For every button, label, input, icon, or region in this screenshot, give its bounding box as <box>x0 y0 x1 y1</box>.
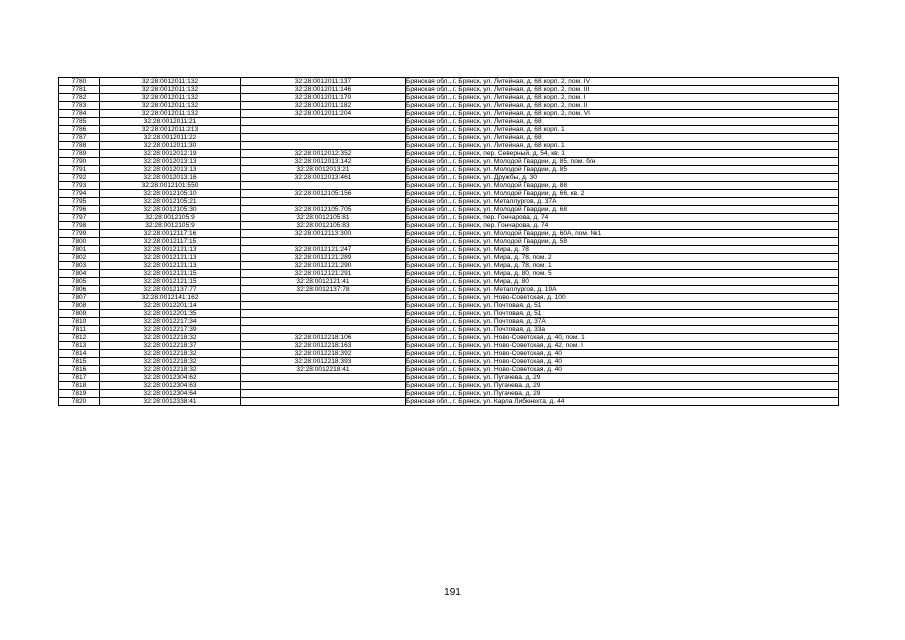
parcel-number-cell: 32:28:0012011:132 <box>100 102 241 110</box>
address-cell: Брянская обл., г. Брянск, пер. Северный, д. 54, кв. 1 <box>406 150 839 158</box>
object-number-cell: 32:28:0012013:142 <box>241 158 406 166</box>
object-number-cell <box>241 238 406 246</box>
table-row <box>59 230 839 238</box>
object-number-cell: 32:28:0012113:300 <box>241 230 406 238</box>
table-row <box>59 334 839 342</box>
table-row <box>59 382 839 390</box>
object-number-cell <box>241 142 406 150</box>
row-number-cell: 7808 <box>59 302 100 310</box>
table-row <box>59 302 839 310</box>
parcel-number-cell: 32:28:0012105:10 <box>100 190 241 198</box>
row-number-cell: 7789 <box>59 150 100 158</box>
table-row <box>59 206 839 214</box>
address-cell: Брянская обл., г. Брянск, ул. Металлургов, д. 19А <box>406 286 839 294</box>
page-number: 191 <box>444 587 461 598</box>
row-number-cell: 7799 <box>59 230 100 238</box>
parcel-number-cell: 32:28:0012013:13 <box>100 166 241 174</box>
row-number-cell: 7783 <box>59 102 100 110</box>
table-row <box>59 78 839 86</box>
parcel-number-cell: 32:28:0012338:41 <box>100 398 241 406</box>
row-number-cell: 7814 <box>59 350 100 358</box>
property-registry-table <box>58 77 839 406</box>
parcel-number-cell: 32:28:0012121:13 <box>100 254 241 262</box>
address-cell: Брянская обл., г. Брянск, ул. Молодой Гвардии, д. 85, пом. б/н <box>406 158 839 166</box>
row-number-cell: 7809 <box>59 310 100 318</box>
table-row <box>59 350 839 358</box>
parcel-number-cell: 32:28:0012217:34 <box>100 318 241 326</box>
row-number-cell: 7796 <box>59 206 100 214</box>
table-row <box>59 94 839 102</box>
parcel-number-cell: 32:28:0012117:16 <box>100 230 241 238</box>
address-cell: Брянская обл., г. Брянск, ул. Дружбы, д. 30 <box>406 174 839 182</box>
address-cell: Брянская обл., г. Брянск, ул. Молодой Гвардии, д. 85 <box>406 166 839 174</box>
parcel-number-cell: 32:28:0012011:132 <box>100 110 241 118</box>
object-number-cell: 32:28:0012121:41 <box>241 278 406 286</box>
table-row <box>59 238 839 246</box>
parcel-number-cell: 32:28:0012011:132 <box>100 78 241 86</box>
table-row <box>59 318 839 326</box>
object-number-cell <box>241 310 406 318</box>
row-number-cell: 7818 <box>59 382 100 390</box>
row-number-cell: 7816 <box>59 366 100 374</box>
table-row <box>59 294 839 302</box>
address-cell: Брянская обл., г. Брянск, ул. Металлургов, д. 37А <box>406 198 839 206</box>
row-number-cell: 7804 <box>59 270 100 278</box>
row-number-cell: 7795 <box>59 198 100 206</box>
parcel-number-cell: 32:28:0012011:30 <box>100 142 241 150</box>
object-number-cell: 32:28:0012121:290 <box>241 262 406 270</box>
row-number-cell: 7785 <box>59 118 100 126</box>
address-cell: Брянская обл., г. Брянск, ул. Пугачева, д. 29 <box>406 374 839 382</box>
parcel-number-cell: 32:28:0012218:32 <box>100 334 241 342</box>
table-row <box>59 262 839 270</box>
table-row <box>59 126 839 134</box>
object-number-cell: 32:28:0012011:182 <box>241 102 406 110</box>
address-cell: Брянская обл., г. Брянск, ул. Литейная, д. 68 <box>406 134 839 142</box>
object-number-cell: 32:28:0012218:41 <box>241 366 406 374</box>
address-cell: Брянская обл., г. Брянск, пер. Гончарова, д. 74 <box>406 214 839 222</box>
row-number-cell: 7782 <box>59 94 100 102</box>
table-row <box>59 254 839 262</box>
object-number-cell: 32:28:0012137:78 <box>241 286 406 294</box>
table-row <box>59 214 839 222</box>
table-row <box>59 270 839 278</box>
object-number-cell: 32:28:0012011:170 <box>241 94 406 102</box>
row-number-cell: 7807 <box>59 294 100 302</box>
row-number-cell: 7800 <box>59 238 100 246</box>
object-number-cell: 32:28:0012013:461 <box>241 174 406 182</box>
parcel-number-cell: 32:28:0012105:30 <box>100 206 241 214</box>
parcel-number-cell: 32:28:0012121:13 <box>100 246 241 254</box>
address-cell: Брянская обл., г. Брянск, ул. Молодой Гвардии, д. 66, кв. 2 <box>406 190 839 198</box>
address-cell: Брянская обл., г. Брянск, ул. Ново-Советская, д. 40, пом. 1 <box>406 334 839 342</box>
object-number-cell: 32:28:0012013:21 <box>241 166 406 174</box>
address-cell: Брянская обл., г. Брянск, ул. Карла Либкнехта, д. 44 <box>406 398 839 406</box>
address-cell: Брянская обл., г. Брянск, пер. Гончарова, д. 74 <box>406 222 839 230</box>
registry-table-body <box>59 78 839 406</box>
parcel-number-cell: 32:28:0012011:132 <box>100 94 241 102</box>
row-number-cell: 7780 <box>59 78 100 86</box>
object-number-cell <box>241 398 406 406</box>
row-number-cell: 7784 <box>59 110 100 118</box>
table-row <box>59 246 839 254</box>
object-number-cell <box>241 198 406 206</box>
address-cell: Брянская обл., г. Брянск, ул. Почтовая, д. 37А <box>406 318 839 326</box>
parcel-number-cell: 32:28:0012117:15 <box>100 238 241 246</box>
parcel-number-cell: 32:28:0012141:162 <box>100 294 241 302</box>
table-row <box>59 142 839 150</box>
row-number-cell: 7802 <box>59 254 100 262</box>
row-number-cell: 7801 <box>59 246 100 254</box>
parcel-number-cell: 32:28:0012218:37 <box>100 342 241 350</box>
row-number-cell: 7786 <box>59 126 100 134</box>
row-number-cell: 7797 <box>59 214 100 222</box>
parcel-number-cell: 32:28:0012121:13 <box>100 262 241 270</box>
object-number-cell <box>241 182 406 190</box>
table-row <box>59 150 839 158</box>
row-number-cell: 7817 <box>59 374 100 382</box>
table-row <box>59 198 839 206</box>
row-number-cell: 7787 <box>59 134 100 142</box>
parcel-number-cell: 32:28:0012011:213 <box>100 126 241 134</box>
parcel-number-cell: 32:28:0012304:63 <box>100 382 241 390</box>
address-cell: Брянская обл., г. Брянск, ул. Ново-Советская, д. 100 <box>406 294 839 302</box>
row-number-cell: 7819 <box>59 390 100 398</box>
table-row <box>59 398 839 406</box>
object-number-cell: 32:28:0012012:352 <box>241 150 406 158</box>
address-cell: Брянская обл., г. Брянск, ул. Мира, д. 80 <box>406 278 839 286</box>
parcel-number-cell: 32:28:0012121:15 <box>100 278 241 286</box>
object-number-cell: 32:28:0012218:163 <box>241 342 406 350</box>
address-cell: Брянская обл., г. Брянск, ул. Литейная, д. 68 корп. 2, пом. VI <box>406 110 839 118</box>
parcel-number-cell: 32:28:0012011:132 <box>100 86 241 94</box>
row-number-cell: 7798 <box>59 222 100 230</box>
address-cell: Брянская обл., г. Брянск, ул. Почтовая, д. 33а <box>406 326 839 334</box>
address-cell: Брянская обл., г. Брянск, ул. Литейная, д. 68 корп. 2, пом. I <box>406 94 839 102</box>
parcel-number-cell: 32:28:0012218:32 <box>100 350 241 358</box>
object-number-cell: 32:28:0012121:289 <box>241 254 406 262</box>
row-number-cell: 7792 <box>59 174 100 182</box>
row-number-cell: 7790 <box>59 158 100 166</box>
object-number-cell: 32:28:0012105:156 <box>241 190 406 198</box>
table-row <box>59 166 839 174</box>
parcel-number-cell: 32:28:0012201:35 <box>100 310 241 318</box>
address-cell: Брянская обл., г. Брянск, ул. Ново-Советская, д. 40 <box>406 358 839 366</box>
parcel-number-cell: 32:28:0012218:32 <box>100 366 241 374</box>
table-row <box>59 278 839 286</box>
address-cell: Брянская обл., г. Брянск, ул. Литейная, д. 68 <box>406 118 839 126</box>
row-number-cell: 7815 <box>59 358 100 366</box>
address-cell: Брянская обл., г. Брянск, ул. Мира, д. 78, пом. 2 <box>406 254 839 262</box>
row-number-cell: 7811 <box>59 326 100 334</box>
object-number-cell <box>241 390 406 398</box>
object-number-cell: 32:28:0012218:392 <box>241 350 406 358</box>
table-row <box>59 182 839 190</box>
address-cell: Брянская обл., г. Брянск, ул. Мира, д. 78, пом. 1 <box>406 262 839 270</box>
row-number-cell: 7791 <box>59 166 100 174</box>
object-number-cell <box>241 374 406 382</box>
object-number-cell <box>241 318 406 326</box>
address-cell: Брянская обл., г. Брянск, ул. Литейная, д. 68 корп. 2, пом. II <box>406 102 839 110</box>
object-number-cell: 32:28:0012105:83 <box>241 222 406 230</box>
parcel-number-cell: 32:28:0012217:39 <box>100 326 241 334</box>
address-cell: Брянская обл., г. Брянск, ул. Молодой Гвардии, д. 68 <box>406 206 839 214</box>
object-number-cell: 32:28:0012105:705 <box>241 206 406 214</box>
object-number-cell: 32:28:0012121:247 <box>241 246 406 254</box>
table-row <box>59 134 839 142</box>
object-number-cell <box>241 302 406 310</box>
table-row <box>59 366 839 374</box>
object-number-cell <box>241 294 406 302</box>
table-row <box>59 102 839 110</box>
row-number-cell: 7803 <box>59 262 100 270</box>
table-row <box>59 390 839 398</box>
table-row <box>59 158 839 166</box>
object-number-cell <box>241 126 406 134</box>
object-number-cell: 32:28:0012011:146 <box>241 86 406 94</box>
address-cell: Брянская обл., г. Брянск, ул. Мира, д. 78 <box>406 246 839 254</box>
object-number-cell: 32:28:0012121:291 <box>241 270 406 278</box>
address-cell: Брянская обл., г. Брянск, ул. Мира, д. 80, пом. 5 <box>406 270 839 278</box>
parcel-number-cell: 32:28:0012013:16 <box>100 174 241 182</box>
object-number-cell <box>241 118 406 126</box>
row-number-cell: 7794 <box>59 190 100 198</box>
address-cell: Брянская обл., г. Брянск, ул. Пугачева, д. 29 <box>406 382 839 390</box>
address-cell: Брянская обл., г. Брянск, ул. Пугачева, д. 29 <box>406 390 839 398</box>
address-cell: Брянская обл., г. Брянск, ул. Почтовая, д. 51 <box>406 302 839 310</box>
table-row <box>59 342 839 350</box>
object-number-cell <box>241 134 406 142</box>
table-row <box>59 222 839 230</box>
parcel-number-cell: 32:28:0012121:15 <box>100 270 241 278</box>
address-cell: Брянская обл., г. Брянск, ул. Почтовая, д. 51 <box>406 310 839 318</box>
row-number-cell: 7793 <box>59 182 100 190</box>
address-cell: Брянская обл., г. Брянск, ул. Литейная, д. 68 корп. 2, пом. III <box>406 86 839 94</box>
table-row <box>59 358 839 366</box>
parcel-number-cell: 32:28:0012101:550 <box>100 182 241 190</box>
table-row <box>59 86 839 94</box>
address-cell: Брянская обл., г. Брянск, ул. Литейная, д. 68 корп. 1 <box>406 142 839 150</box>
parcel-number-cell: 32:28:0012304:62 <box>100 374 241 382</box>
address-cell: Брянская обл., г. Брянск, ул. Ново-Советская, д. 40 <box>406 350 839 358</box>
row-number-cell: 7806 <box>59 286 100 294</box>
row-number-cell: 7788 <box>59 142 100 150</box>
address-cell: Брянская обл., г. Брянск, ул. Молодой Гвардии, д. 58 <box>406 238 839 246</box>
row-number-cell: 7805 <box>59 278 100 286</box>
parcel-number-cell: 32:28:0012218:32 <box>100 358 241 366</box>
object-number-cell: 32:28:0012011:137 <box>241 78 406 86</box>
row-number-cell: 7810 <box>59 318 100 326</box>
row-number-cell: 7812 <box>59 334 100 342</box>
object-number-cell: 32:28:0012105:81 <box>241 214 406 222</box>
table-row <box>59 310 839 318</box>
parcel-number-cell: 32:28:0012105:21 <box>100 198 241 206</box>
parcel-number-cell: 32:28:0012012:19 <box>100 150 241 158</box>
address-cell: Брянская обл., г. Брянск, ул. Молодой Гвардии, д. 60А, пом. №1 <box>406 230 839 238</box>
table-row <box>59 286 839 294</box>
address-cell: Брянская обл., г. Брянск, ул. Молодой Гвардии, д. 88 <box>406 182 839 190</box>
parcel-number-cell: 32:28:0012201:14 <box>100 302 241 310</box>
object-number-cell: 32:28:0012218:106 <box>241 334 406 342</box>
parcel-number-cell: 32:28:0012011:22 <box>100 134 241 142</box>
table-row <box>59 174 839 182</box>
object-number-cell <box>241 326 406 334</box>
parcel-number-cell: 32:28:0012137:77 <box>100 286 241 294</box>
address-cell: Брянская обл., г. Брянск, ул. Ново-Советская, д. 40 <box>406 366 839 374</box>
table-row <box>59 190 839 198</box>
address-cell: Брянская обл., г. Брянск, ул. Ново-Советская, д. 42, пом. I <box>406 342 839 350</box>
table-row <box>59 118 839 126</box>
table-row <box>59 374 839 382</box>
row-number-cell: 7781 <box>59 86 100 94</box>
address-cell: Брянская обл., г. Брянск, ул. Литейная, д. 68 корп. 1 <box>406 126 839 134</box>
parcel-number-cell: 32:28:0012105:9 <box>100 222 241 230</box>
row-number-cell: 7820 <box>59 398 100 406</box>
row-number-cell: 7813 <box>59 342 100 350</box>
parcel-number-cell: 32:28:0012105:9 <box>100 214 241 222</box>
object-number-cell: 32:28:0012011:204 <box>241 110 406 118</box>
object-number-cell: 32:28:0012218:393 <box>241 358 406 366</box>
parcel-number-cell: 32:28:0012304:64 <box>100 390 241 398</box>
parcel-number-cell: 32:28:0012013:13 <box>100 158 241 166</box>
address-cell: Брянская обл., г. Брянск, ул. Литейная, д. 68 корп. 2, пом. IV <box>406 78 839 86</box>
table-row <box>59 326 839 334</box>
parcel-number-cell: 32:28:0012011:21 <box>100 118 241 126</box>
object-number-cell <box>241 382 406 390</box>
table-row <box>59 110 839 118</box>
